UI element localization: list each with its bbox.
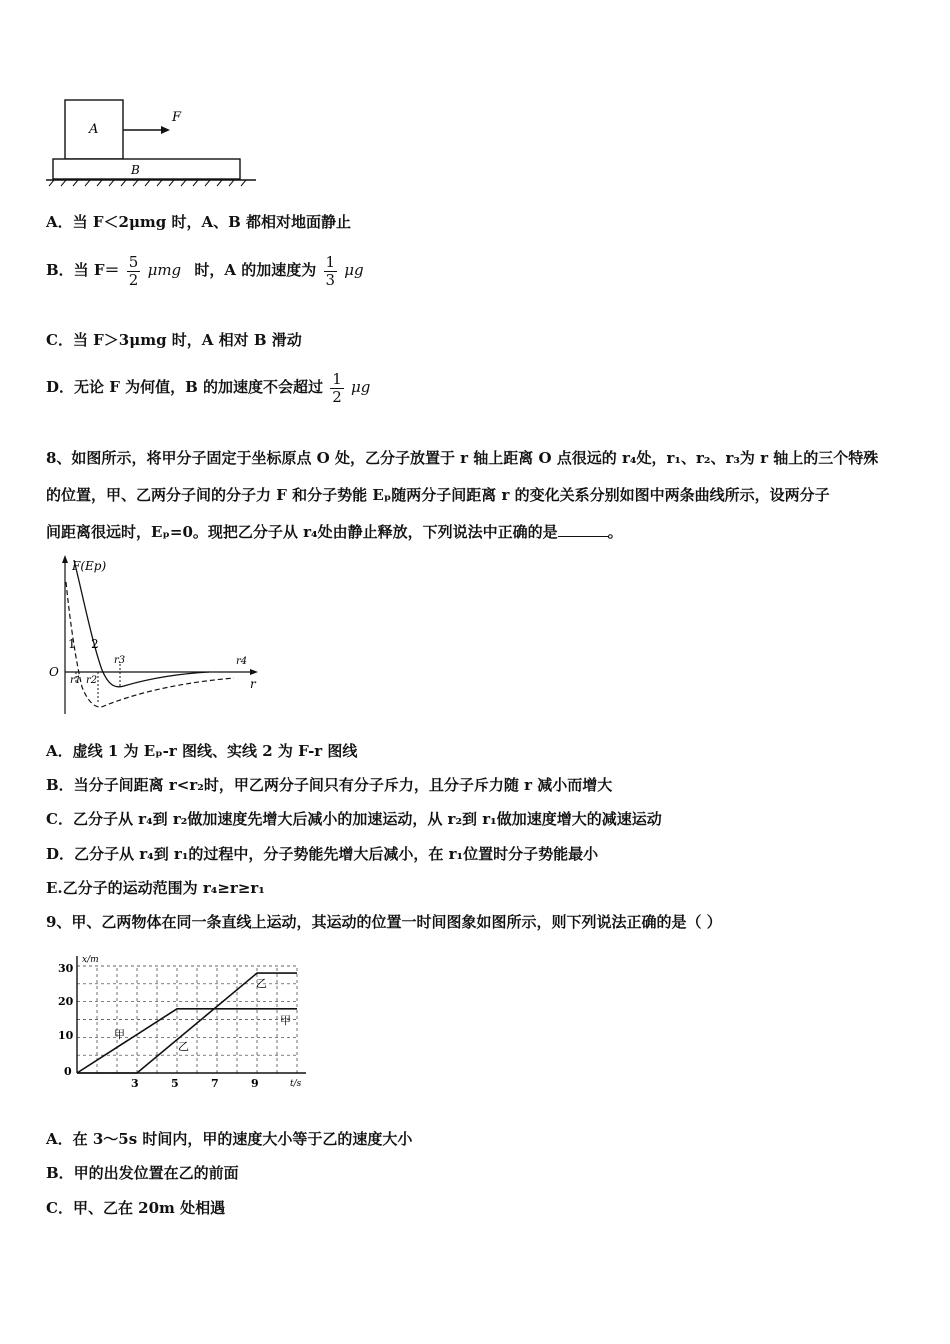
fraction-numerator: 1 — [332, 369, 342, 388]
y-tick-10: 10 — [58, 1029, 74, 1042]
q9-xt-chart — [44, 950, 316, 1100]
y-tick-30: 30 — [58, 962, 74, 975]
q7-option-d — [46, 365, 370, 409]
fraction-denominator: 2 — [128, 270, 139, 289]
curve-2-label: 2 — [91, 637, 99, 651]
y-tick-0: 0 — [64, 1065, 72, 1078]
x-tick-7: 7 — [211, 1077, 219, 1090]
x-tick-9: 9 — [251, 1077, 259, 1090]
q8-option-d: D．乙分子从 r₄到 r₁的过程中，分子势能先增大后减小，在 r₁位置时分子势能最小 — [46, 845, 599, 863]
series-jia-label-left: 甲 — [114, 1028, 125, 1041]
series-jia-label-right: 甲 — [280, 1014, 291, 1027]
force-label: F — [172, 110, 182, 125]
q8-option-a: A．虚线 1 为 Eₚ-r 图线、实线 2 为 F-r 图线 — [46, 742, 358, 760]
plank-b-label: B — [131, 163, 140, 177]
y-axis-label: x/m — [82, 955, 99, 965]
q8-option-b: B．当分子间距离 r<r₂时，甲乙两分子间只有分子斥力，且分子斥力随 r 减小而增大 — [46, 776, 613, 794]
x-tick-3: 3 — [131, 1077, 139, 1090]
q7-figure — [44, 95, 264, 190]
r-axis-arrow — [250, 669, 258, 675]
q8-option-c: C．乙分子从 r₄到 r₂做加速度先增大后减小的加速运动，从 r₂到 r₁做加速度增大的减速运动 — [46, 810, 662, 828]
block-a-label: A — [89, 122, 99, 137]
curve-2-solid — [74, 560, 209, 687]
r2-label: r2 — [86, 675, 98, 686]
ground-hatching — [49, 180, 246, 186]
x-axis-label: t/s — [290, 1079, 302, 1089]
q7-option-b-expr-1: μmg — [147, 261, 182, 279]
fraction-denominator: 2 — [332, 387, 342, 406]
r-axis-label: r — [250, 677, 256, 691]
force-arrow-head — [161, 126, 170, 134]
q9-option-c: C．甲、乙在 20m 处相遇 — [46, 1199, 226, 1217]
q8-figure — [44, 552, 269, 722]
q7-option-b-middle: 时，A 的加速度为 — [194, 261, 317, 279]
plank-b — [53, 159, 240, 179]
x-tick-5: 5 — [171, 1077, 179, 1090]
answer-blank — [558, 522, 608, 537]
fraction-numerator: 5 — [128, 252, 139, 271]
q9-stem: 9、甲、乙两物体在同一条直线上运动，其运动的位置一时间图象如图所示，则下列说法正确的是（ ） — [46, 913, 722, 931]
fraction-numerator: 1 — [325, 252, 336, 271]
q7-option-b-fraction-2 — [324, 254, 338, 289]
q8-stem-line-2: 的位置，甲、乙两分子间的分子力 F 和分子势能 Eₚ随两分子间距离 r 的变化关系分别如图中两条曲线所示，设两分子 — [46, 486, 830, 504]
y-axis-label: F(Ep) — [72, 559, 107, 573]
r1-label: r1 — [70, 675, 82, 686]
r4-label: r4 — [236, 656, 248, 667]
q7-option-b — [46, 248, 364, 292]
r3-label: r3 — [114, 655, 126, 666]
fraction-denominator: 3 — [325, 270, 336, 289]
q7-option-b-prefix: B．当 F＝ — [46, 261, 120, 279]
q7-option-d-expr: μg — [351, 378, 371, 396]
q7-option-d-prefix: D．无论 F 为何值，B 的加速度不会超过 — [46, 378, 324, 396]
q8-stem — [46, 440, 908, 551]
q7-option-d-fraction — [330, 371, 344, 406]
q8-stem-line-3-end: 。 — [607, 523, 623, 541]
y-axis-arrow — [62, 555, 68, 563]
q8-stem-line-3 — [46, 514, 908, 551]
series-yi-label-right: 乙 — [256, 977, 267, 990]
q8-stem-line-3-text: 间距离很远时，Eₚ=0。现把乙分子从 r₄处由静止释放，下列说法中正确的是 — [46, 523, 558, 541]
q9-option-a: A．在 3～5s 时间内，甲的速度大小等于乙的速度大小 — [46, 1130, 413, 1148]
q7-option-a: A．当 F＜2μmg 时，A、B 都相对地面静止 — [46, 213, 352, 231]
q7-option-c: C．当 F＞3μmg 时，A 相对 B 滑动 — [46, 331, 302, 349]
series-yi-label-mid: 乙 — [178, 1040, 189, 1053]
curve-1-label: 1 — [68, 637, 76, 651]
origin-label: O — [49, 665, 59, 679]
q8-stem-line-1: 8、如图所示，将甲分子固定于坐标原点 O 处，乙分子放置于 r 轴上距离 O 点很远的 r₄处，r₁、r₂、r₃为 r 轴上的三个特殊 — [46, 449, 879, 467]
q8-option-e: E.乙分子的运动范围为 r₄≥r≥r₁ — [46, 879, 265, 897]
y-tick-20: 20 — [58, 995, 74, 1008]
q7-option-b-fraction-1 — [127, 254, 141, 289]
q7-option-b-expr-2: μg — [344, 261, 364, 279]
q9-option-b: B．甲的出发位置在乙的前面 — [46, 1164, 239, 1182]
